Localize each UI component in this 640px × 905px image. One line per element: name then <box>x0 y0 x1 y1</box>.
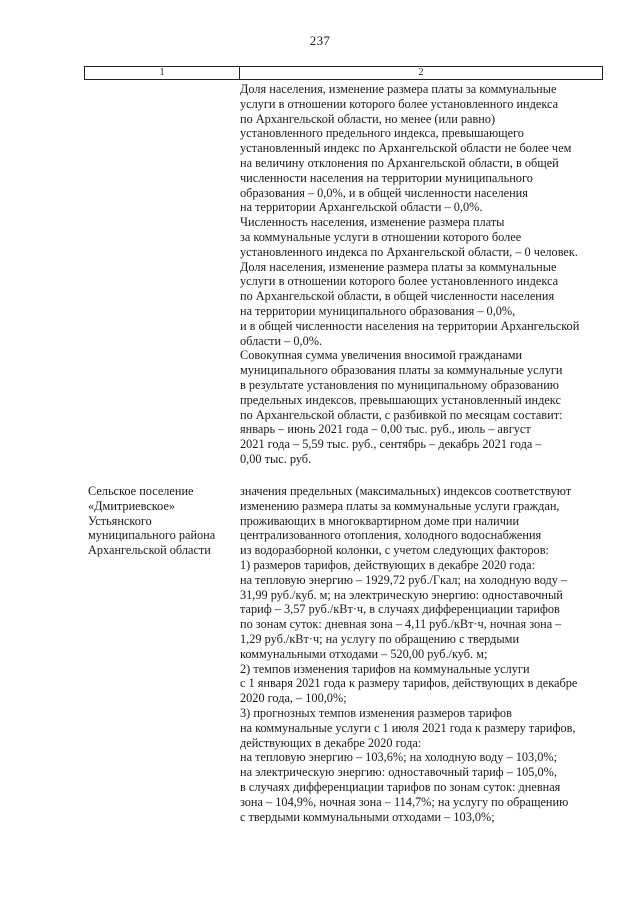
block2-line: на тепловую энергию – 103,6%; на холодную воду – 103,0%; <box>240 750 558 765</box>
column-2-number: 2 <box>418 67 424 78</box>
block1-line: 2021 года – 5,59 тыс. руб., сентябрь – декабрь 2021 года – <box>240 437 542 452</box>
municipality-line: «Дмитриевское» <box>88 498 176 513</box>
block2-line: с твердыми коммунальными отходами – 103,0%; <box>240 809 495 824</box>
municipality-line: Сельское поселение <box>88 484 194 498</box>
block2-line: действующих в декабре 2020 года: <box>240 735 422 750</box>
block2-line: 2) темпов изменения тарифов на коммунальные услуги <box>240 661 530 676</box>
block1-line: установленного предельного индекса, превышающего <box>240 126 524 141</box>
block2-line: проживающих в многоквартирном доме при наличии <box>240 513 520 528</box>
block1-line: установленного индекса по Архангельской области, – 0 человек. <box>240 244 578 259</box>
block1-line: 0,00 тыс. руб. <box>240 451 312 466</box>
block2-line: 2020 года, – 100,0%; <box>240 691 347 706</box>
block2-line: 31,99 руб./куб. м; на электрическую энергию: одноставочный <box>240 587 563 602</box>
block1-line: образования – 0,0%, и в общей численности населения <box>240 185 528 200</box>
page-number: 237 <box>309 33 331 48</box>
block2-line: изменению размера платы за коммунальные услуги граждан, <box>240 498 560 513</box>
column-1-number: 1 <box>85 67 240 79</box>
block1-line: по Архангельской области, с разбивкой по месяцам составит: <box>240 407 563 422</box>
block2-line: на тепловую энергию – 1929,72 руб./Гкал; на холодную воду – <box>240 572 568 587</box>
block2-line: в случаях дифференциации тарифов по зонам суток: дневная <box>240 779 561 794</box>
block2-line: на коммунальные услуги с 1 июля 2021 года к размеру тарифов, <box>240 720 576 735</box>
block1-line: Доля населения, изменение размера платы за коммунальные <box>240 259 557 274</box>
block2-line: централизованного отопления, холодного водоснабжения <box>240 528 542 543</box>
block2-line: значения предельных (максимальных) индексов соответствуют <box>240 484 572 498</box>
block2-line: 3) прогнозных темпов изменения размеров тарифов <box>240 705 512 720</box>
block1-line: услуги в отношении которого более установленного индекса <box>240 274 559 289</box>
block2-line: тариф – 3,57 руб./кВт·ч, в случаях дифференциации тарифов <box>240 602 560 617</box>
block1-line: услуги в отношении которого более установленного индекса <box>240 96 559 111</box>
block1-line: предельных индексов, превышающих установленный индекс <box>240 392 561 407</box>
block1-line: установленный индекс по Архангельской области не более чем <box>240 141 572 156</box>
block2-line: 1) размеров тарифов, действующих в декабре 2020 года: <box>240 557 536 572</box>
block1-line: численности населения на территории муниципального <box>240 170 533 185</box>
block2-line: 1,29 руб./кВт·ч; на услугу по обращению с твердыми <box>240 631 520 646</box>
block1-line: муниципального образования платы за коммунальные услуги <box>240 363 563 378</box>
municipality-line: Архангельской области <box>88 543 211 558</box>
block2-line: с 1 января 2021 года к размеру тарифов, действующих в декабре <box>240 676 578 691</box>
block1-line: за коммунальные услуги в отношении которого более <box>240 229 522 244</box>
block1-description <box>240 82 606 467</box>
block2-description <box>240 484 606 824</box>
block1-line: Численность населения, изменение размера платы <box>240 215 505 230</box>
municipality-line: муниципального района <box>88 528 216 543</box>
block2-line: коммунальными отходами – 520,00 руб./куб. м; <box>240 646 488 661</box>
block1-line: области – 0,0%. <box>240 333 323 348</box>
block1-line: на территории муниципального образования – 0,0%, <box>240 303 516 318</box>
block1-line: по Архангельской области, в общей численности населения <box>240 289 555 304</box>
block2-line: зона – 104,9%, ночная зона – 114,7%; на услугу по обращению <box>240 794 569 809</box>
block1-line: Доля населения, изменение размера платы за коммунальные <box>240 82 557 96</box>
block1-line: январь – июнь 2021 года – 0,00 тыс. руб., июль – август <box>240 422 531 437</box>
block1-line: в результате установления по муниципальному образованию <box>240 377 559 392</box>
block2-line: по зонам суток: дневная зона – 4,11 руб./кВт·ч, ночная зона – <box>240 617 562 632</box>
table-column-header <box>84 66 603 80</box>
municipality-line: Устьянского <box>88 513 152 528</box>
block1-line: на величину отклонения по Архангельской области, в общей <box>240 155 559 170</box>
block1-line: на территории Архангельской области – 0,0%. <box>240 200 483 215</box>
block1-line: и в общей численности населения на территории Архангельской <box>240 318 580 333</box>
block2-line: на электрическую энергию: одноставочный тариф – 105,0%, <box>240 765 557 780</box>
block1-line: по Архангельской области, но менее (или равно) <box>240 111 496 126</box>
block1-line: Совокупная сумма увеличения вносимой гражданами <box>240 348 523 363</box>
block2-line: из водоразборной колонки, с учетом следующих факторов: <box>240 543 549 558</box>
municipality-name <box>88 484 238 558</box>
